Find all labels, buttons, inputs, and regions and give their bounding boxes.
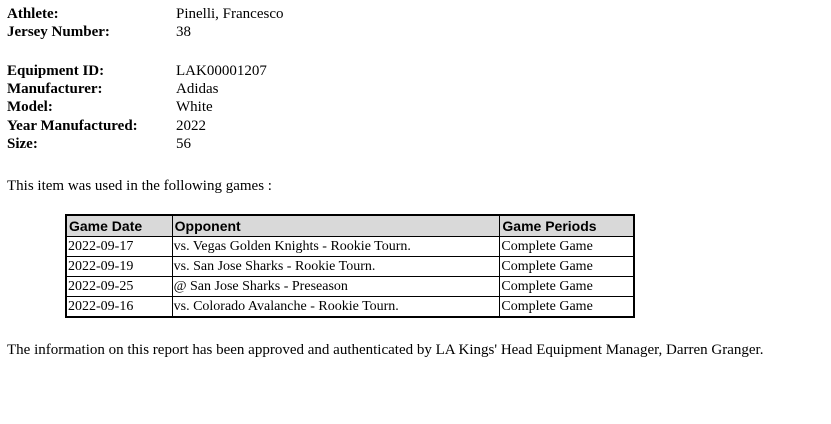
jersey-number-label: Jersey Number: (7, 24, 110, 40)
cell-opponent: @ San Jose Sharks - Preseason (172, 277, 500, 297)
games-table (65, 214, 635, 318)
cell-game-periods: Complete Game (500, 297, 634, 318)
table-row (66, 297, 634, 318)
cell-opponent: vs. San Jose Sharks - Rookie Tourn. (172, 257, 500, 277)
cell-game-date: 2022-09-17 (66, 237, 172, 257)
size-row (7, 135, 191, 153)
cell-game-periods: Complete Game (500, 237, 634, 257)
authentication-note: The information on this report has been approved and authenticated by LA Kings' Head Equipment Manager, Darren Granger. (7, 342, 764, 358)
table-row (66, 277, 634, 297)
model-value: White (176, 99, 213, 115)
manufacturer-value: Adidas (176, 81, 219, 97)
cell-game-periods: Complete Game (500, 257, 634, 277)
model-label: Model: (7, 99, 53, 115)
manufacturer-label: Manufacturer: (7, 81, 103, 97)
jersey-number-row (7, 23, 191, 41)
cell-game-date: 2022-09-16 (66, 297, 172, 318)
size-value: 56 (176, 136, 191, 152)
cell-opponent: vs. Colorado Avalanche - Rookie Tourn. (172, 297, 500, 318)
equipment-id-label: Equipment ID: (7, 63, 105, 79)
table-row (66, 257, 634, 277)
cell-game-date: 2022-09-19 (66, 257, 172, 277)
equipment-id-value: LAK00001207 (176, 63, 267, 79)
manufacturer-row (7, 80, 219, 98)
games-table-header-row (66, 215, 634, 237)
header-opponent: Opponent (172, 215, 500, 237)
cell-game-periods: Complete Game (500, 277, 634, 297)
year-manufactured-value: 2022 (176, 118, 206, 134)
games-intro-text: This item was used in the following games : (7, 178, 272, 194)
athlete-name: Pinelli, Francesco (176, 6, 284, 22)
model-row (7, 98, 213, 116)
cell-game-date: 2022-09-25 (66, 277, 172, 297)
cell-opponent: vs. Vegas Golden Knights - Rookie Tourn. (172, 237, 500, 257)
size-label: Size: (7, 136, 38, 152)
athlete-row (7, 5, 283, 23)
header-game-periods: Game Periods (500, 215, 634, 237)
year-manufactured-row (7, 117, 206, 135)
table-row (66, 237, 634, 257)
equipment-id-row (7, 62, 267, 80)
year-manufactured-label: Year Manufactured: (7, 118, 138, 134)
athlete-label: Athlete: (7, 6, 59, 22)
jersey-number-value: 38 (176, 24, 191, 40)
header-game-date: Game Date (66, 215, 172, 237)
